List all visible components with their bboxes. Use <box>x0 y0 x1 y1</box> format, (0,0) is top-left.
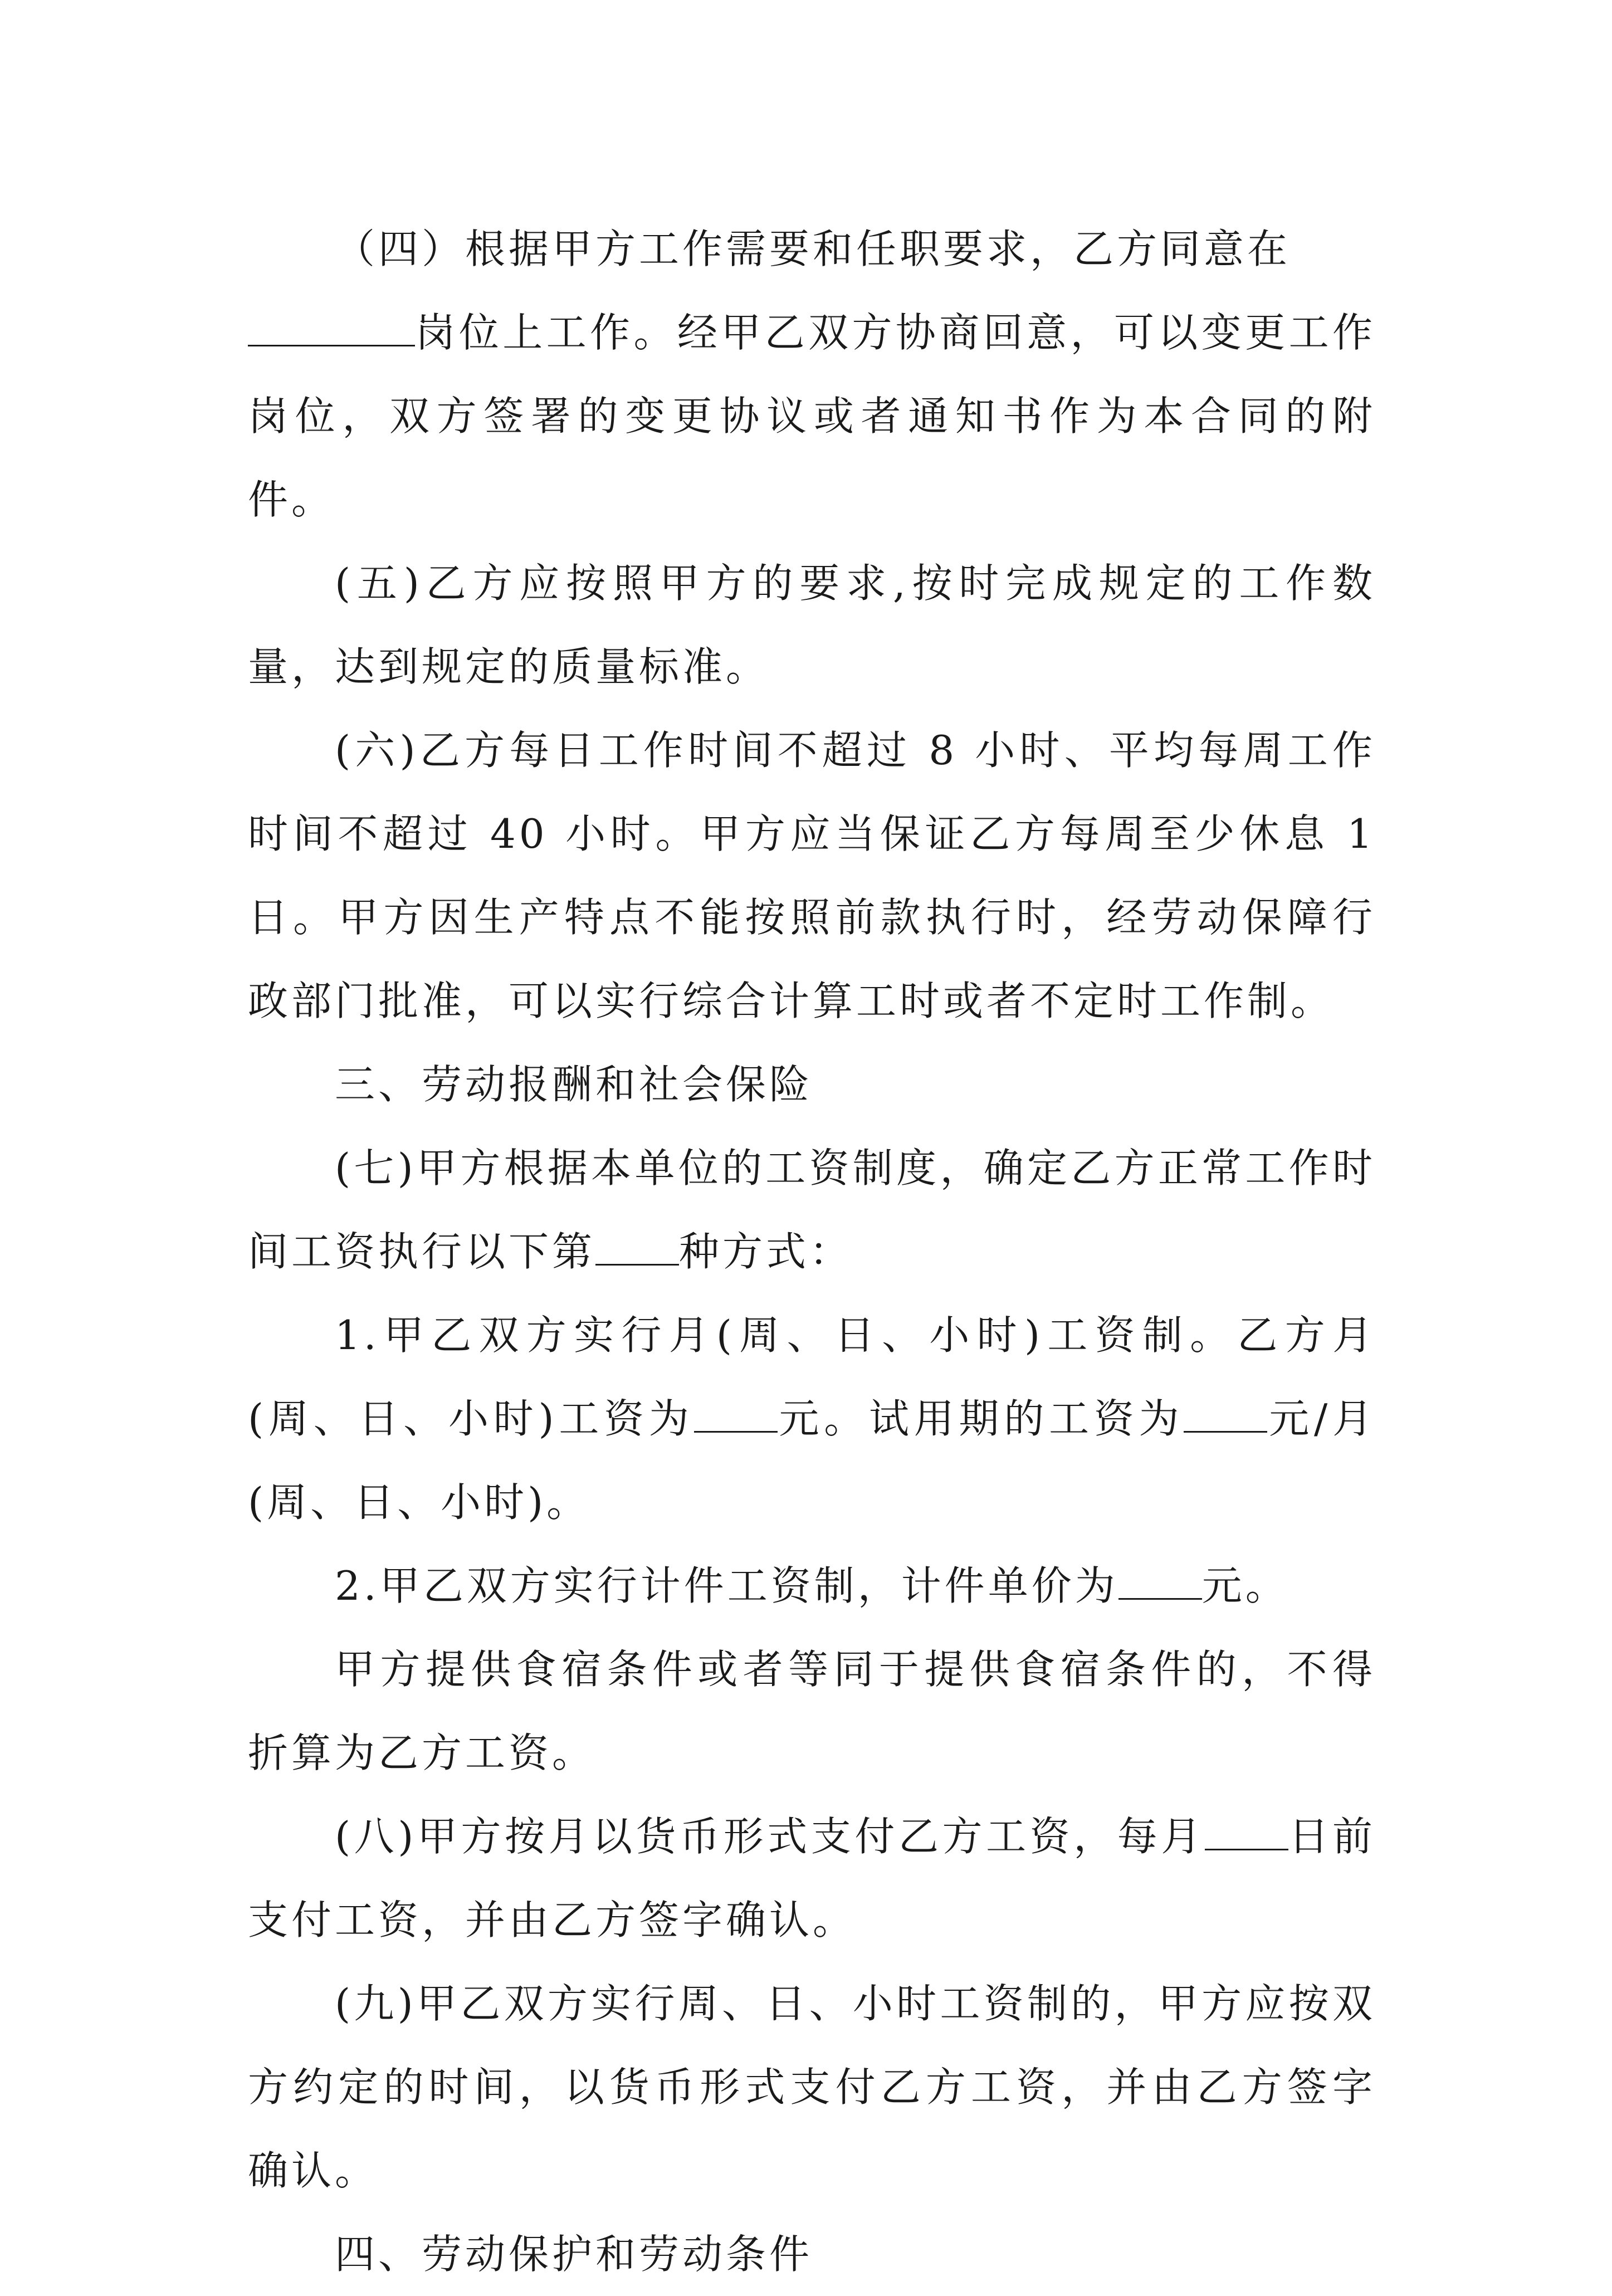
clause-4-text-a: （四）根据甲方工作需要和任职要求，乙方同意在 <box>335 226 1291 272</box>
clause-8-text-a: (八)甲方按月以货币形式支付乙方工资，每月 <box>335 1813 1205 1860</box>
section-heading-3: 三、劳动报酬和社会保险 <box>335 1061 813 1108</box>
clause-6: (六)乙方每日工作时间不超过 8 小时、平均每周工作时间不超过 40 小时。甲方应当保证乙方每周至少休息 1 日。甲方因生产特点不能按照前款执行时，经劳动保障行政部门批准，可以实行综合计算工时或者不定时工作制。 <box>248 727 1376 1024</box>
wage-amount-blank <box>694 1398 778 1433</box>
clause-7-text-a: (七)甲方根据本单位的工资制度，确定乙方正常工作时间工资执行以下第 <box>248 1145 1376 1275</box>
food-lodging-note: 甲方提供食宿条件或者等同于提供食宿条件的，不得折算为乙方工资。 <box>248 1646 1376 1776</box>
wage-item-2-text-b: 元。 <box>1201 1562 1289 1609</box>
wage-item-2-text-a: 2.甲乙双方实行计件工资制，计件单价为 <box>335 1562 1118 1609</box>
document-body <box>248 207 1376 2296</box>
wage-item-1 <box>248 1293 1376 1544</box>
clause-7-text-b: 种方式： <box>679 1228 853 1275</box>
wage-item-1-text-a: 1.甲乙双方实行月(周、日、小时)工资制。乙方月(周、日、小时)工资为 <box>248 1312 1376 1442</box>
clause-8 <box>248 1795 1376 1962</box>
probation-wage-blank <box>1184 1398 1267 1433</box>
clause-9: (九)甲乙双方实行周、日、小时工资制的，甲方应按双方约定的时间，以货币形式支付乙方工资，并由乙方签字确认。 <box>248 1980 1376 2194</box>
clause-8-text-b: 日前支付工资，并由乙方签字确认。 <box>248 1813 1376 1943</box>
clause-5: (五)乙方应按照甲方的要求,按时完成规定的工作数量，达到规定的质量标准。 <box>248 560 1376 690</box>
method-blank <box>595 1230 679 1266</box>
wage-item-2 <box>248 1544 1376 1628</box>
wage-item-1-text-b: 元。试用期的工资为 <box>777 1395 1184 1442</box>
clause-7 <box>248 1126 1376 1293</box>
clause-4-text-b: 岗位上工作。经甲乙双方协商回意，可以变更工作岗位，双方签署的变更协议或者通知书作为本合同的附件。 <box>248 309 1376 523</box>
piece-rate-blank <box>1118 1565 1202 1600</box>
section-heading-4: 四、劳动保护和劳动条件 <box>335 2231 813 2278</box>
clause-4 <box>248 207 1376 541</box>
pay-day-blank <box>1205 1815 1288 1850</box>
wage-item-1-text-c: 元/月(周、日、小时)。 <box>248 1395 1376 1526</box>
position-blank <box>248 311 415 346</box>
